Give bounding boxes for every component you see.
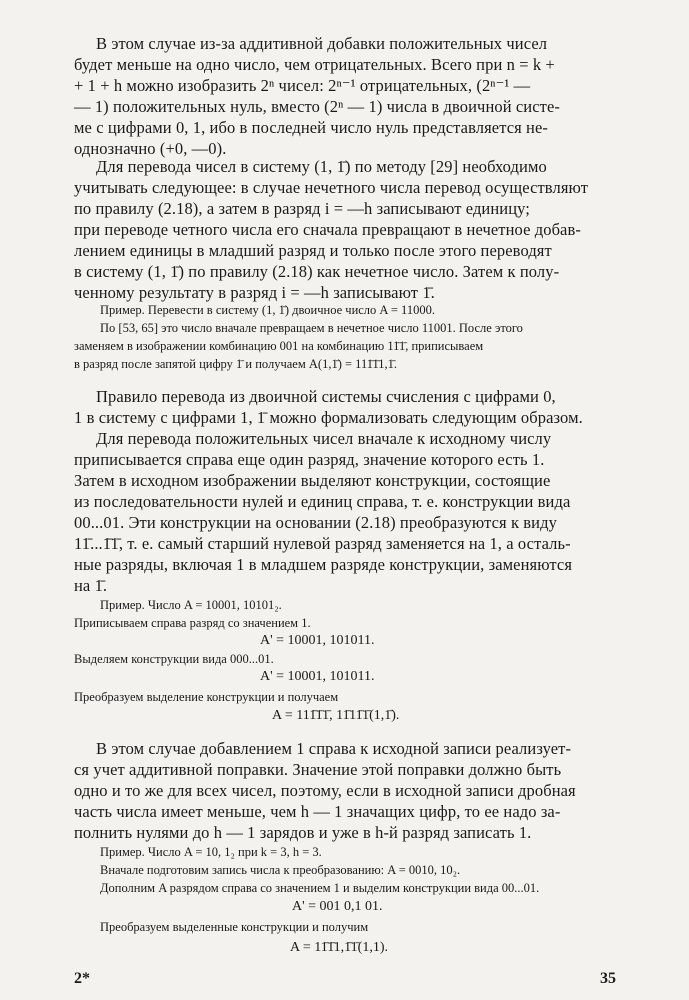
text-line: Пример. Перевести в систему (1, 1̄) двоичное число A = 11000. bbox=[100, 303, 435, 317]
text-line: полнить нулями до h — 1 зарядов и уже в h-й разряд записать 1. bbox=[74, 823, 532, 842]
text-line: 00...01. Эти конструкции на основании (2.18) преобразуются к виду bbox=[74, 513, 557, 532]
text-line: Правило перевода из двоичной системы счисления с цифрами 0, bbox=[96, 387, 556, 406]
text-line: Преобразуем выделенные конструкции и получим bbox=[100, 920, 369, 934]
page-number: 35 bbox=[600, 970, 616, 987]
text-line: Пример. Число A = 10, 1₂ при k = 3, h = 3. bbox=[100, 845, 322, 859]
text-line: A = 111̄1̄1̄, 11̄11̄1̄(1,1̄). bbox=[272, 708, 400, 723]
text-line: в систему (1, 1̄) по правилу (2.18) как нечетное число. Затем к полу- bbox=[74, 262, 560, 281]
text-line: Приписываем справа разряд со значением 1. bbox=[74, 616, 311, 630]
text-line: одно и то же для всех чисел, поэтому, если в исходной записи дробная bbox=[74, 781, 576, 800]
text-line: ные разряды, включая 1 в младшем разряде конструкции, заменяются bbox=[74, 555, 573, 574]
text-line: + 1 + h можно изобразить 2ⁿ чисел: 2ⁿ⁻¹ отрицательных, (2ⁿ⁻¹ — bbox=[74, 76, 531, 95]
signature-mark: 2* bbox=[74, 970, 90, 987]
text-line: В этом случае добавлением 1 справа к исходной записи реализует- bbox=[96, 739, 572, 758]
text-line: Дополним A разрядом справа со значением 1 и выделим конструкции вида 00...01. bbox=[100, 881, 540, 895]
text-line: Для перевода положительных чисел вначале к исходному числу bbox=[96, 429, 552, 448]
text-line: учитывать следующее: в случае нечетного числа перевод осуществляют bbox=[74, 178, 589, 197]
text-line: Вначале подготовим запись числа к преобразованию: A = 0010, 10₂. bbox=[100, 863, 461, 877]
text-line: по правилу (2.18), а затем в разряд i = —h записывают единицу; bbox=[74, 199, 530, 218]
text-line: ме с цифрами 0, 1, ибо в последней число нуль представляется не- bbox=[74, 118, 548, 137]
text-line: заменяем в изображении комбинацию 001 на комбинацию 11̄1̄, приписываем bbox=[74, 339, 484, 353]
text-line: Преобразуем выделение конструкции и получаем bbox=[74, 690, 339, 704]
text-line: 1 в систему с цифрами 1, 1̄ можно формализовать следующим образом. bbox=[74, 408, 583, 427]
text-line: часть числа имеет меньше, чем h — 1 значащих цифр, то ее надо за- bbox=[74, 802, 561, 821]
text-line: приписывается справа еще один разряд, значение которого есть 1. bbox=[74, 450, 545, 469]
text-line: при переводе четного числа его сначала превращают в нечетное добав- bbox=[74, 220, 581, 239]
text-line: будет меньше на одно число, чем отрицательных. Всего при n = k + bbox=[74, 55, 555, 74]
text-line: Пример. Число A = 10001, 10101₂. bbox=[100, 598, 282, 612]
text-line: из последовательности нулей и единиц справа, т. е. конструкции вида bbox=[74, 492, 571, 511]
text-line: однозначно (+0, —0). bbox=[74, 139, 227, 158]
text-line: A' = 001 0,1 01. bbox=[292, 899, 383, 914]
text-line: В этом случае из-за аддитивной добавки положительных чисел bbox=[96, 34, 548, 53]
text-line: в разряд после запятой цифру 1̄ и получаем A(1,1̄) = 111̄1̄1,1̄. bbox=[74, 357, 398, 371]
text-line: ся учет аддитивной поправки. Значение этой поправки должно быть bbox=[74, 760, 562, 779]
text-line: A' = 10001, 101011. bbox=[260, 633, 375, 648]
text-line: По [53, 65] это число вначале превращаем в нечетное число 11001. После этого bbox=[100, 321, 523, 335]
text-line: лением единицы в младший разряд и только после этого переводят bbox=[74, 241, 552, 260]
text-line: — 1) положительных нуль, вместо (2ⁿ — 1) числа в двоичной систе- bbox=[74, 97, 560, 116]
text-line: A' = 10001, 101011. bbox=[260, 669, 375, 684]
text-line: Для перевода чисел в систему (1, 1̄) по методу [29] необходимо bbox=[96, 157, 547, 176]
text-line: ченному результату в разряд i = —h записывают 1̄. bbox=[74, 283, 435, 302]
text-line: 11̄...1̄1̄, т. е. самый старший нулевой разряд заменяется на 1, а осталь- bbox=[74, 534, 571, 553]
text-line: на 1̄. bbox=[74, 576, 108, 595]
text-line: A = 11̄1̄1,1̄1̄(1,1). bbox=[290, 940, 388, 955]
text-line: Выделяем конструкции вида 000...01. bbox=[74, 652, 274, 666]
text-line: Затем в исходном изображении выделяют конструкции, состоящие bbox=[74, 471, 551, 490]
